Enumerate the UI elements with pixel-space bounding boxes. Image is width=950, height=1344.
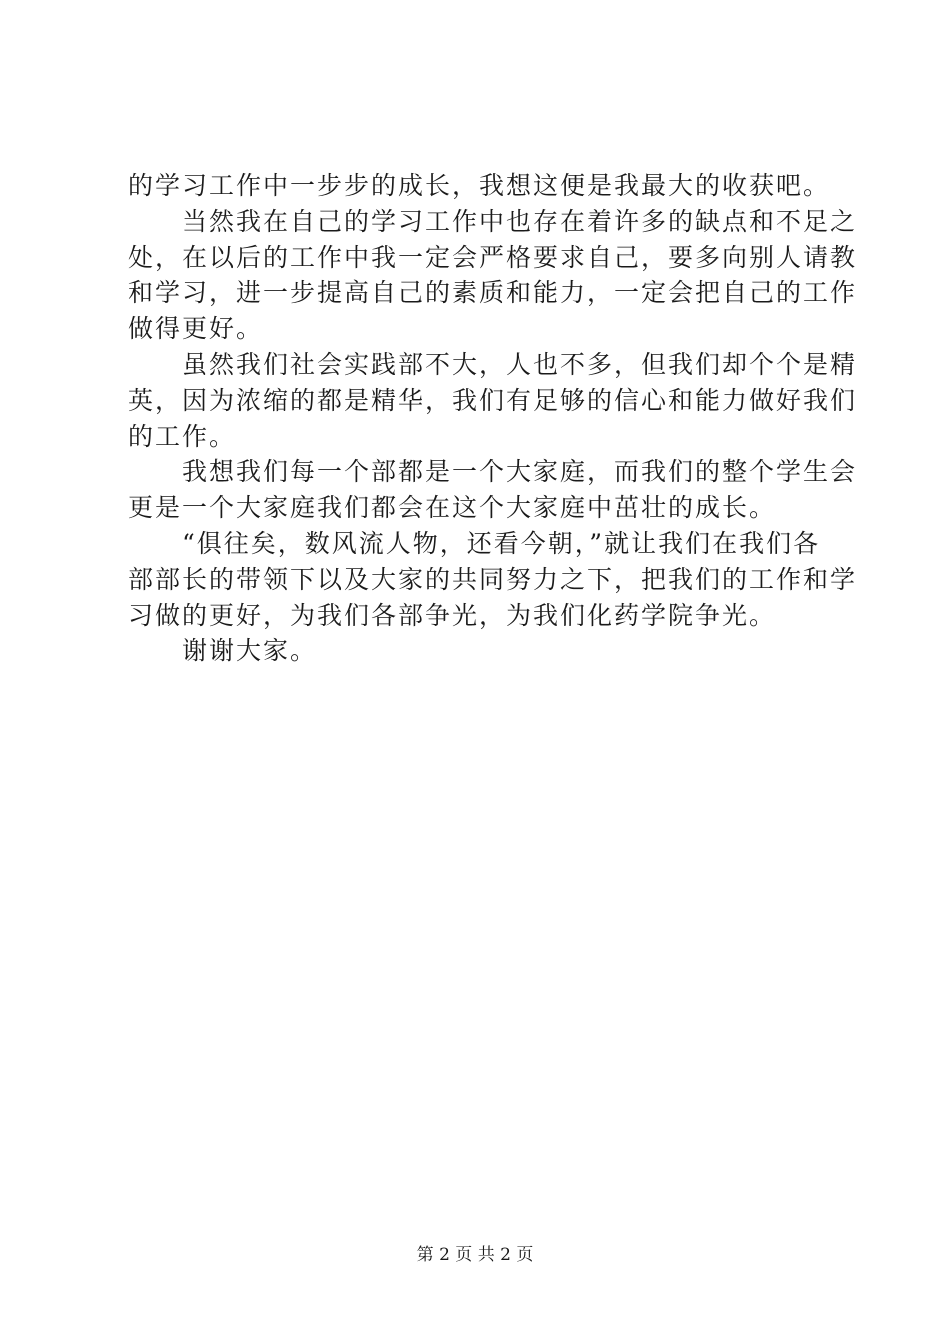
- page-number: 第 2 页 共 2 页: [416, 1245, 534, 1265]
- text-line: 的学习工作中一步步的成长，我想这便是我最大的收获吧。: [128, 171, 831, 200]
- text-line: 部部长的带领下以及大家的共同努力之下，把我们的工作和学: [128, 564, 858, 594]
- text-line: 处，在以后的工作中我一定会严格要求自己，要多向别人请教: [128, 242, 858, 272]
- paragraph-first-line: “俱往矣，数风流人物，还看今朝，”就让我们在我们各: [182, 528, 821, 558]
- paragraph-first-line: 当然我在自己的学习工作中也存在着许多的缺点和不足之: [182, 206, 858, 236]
- text-line: 和学习，进一步提高自己的素质和能力，一定会把自己的工作: [128, 278, 858, 308]
- text-line: 的工作。: [128, 421, 237, 451]
- paragraph-first-line: 虽然我们社会实践部不大，人也不多，但我们却个个是精: [182, 349, 858, 379]
- text-line: 英，因为浓缩的都是精华，我们有足够的信心和能力做好我们: [128, 385, 858, 415]
- paragraph-first-line: 我想我们每一个部都是一个大家庭，而我们的整个学生会: [182, 457, 858, 487]
- document-body: [128, 168, 858, 669]
- paragraph-first-line: 谢谢大家。: [182, 636, 318, 666]
- page-footer: [0, 1243, 950, 1267]
- text-line: 做得更好。: [128, 314, 264, 344]
- text-line: 更是一个大家庭我们都会在这个大家庭中茁壮的成长。: [128, 493, 777, 523]
- text-line: 习做的更好，为我们各部争光，为我们化药学院争光。: [128, 600, 777, 630]
